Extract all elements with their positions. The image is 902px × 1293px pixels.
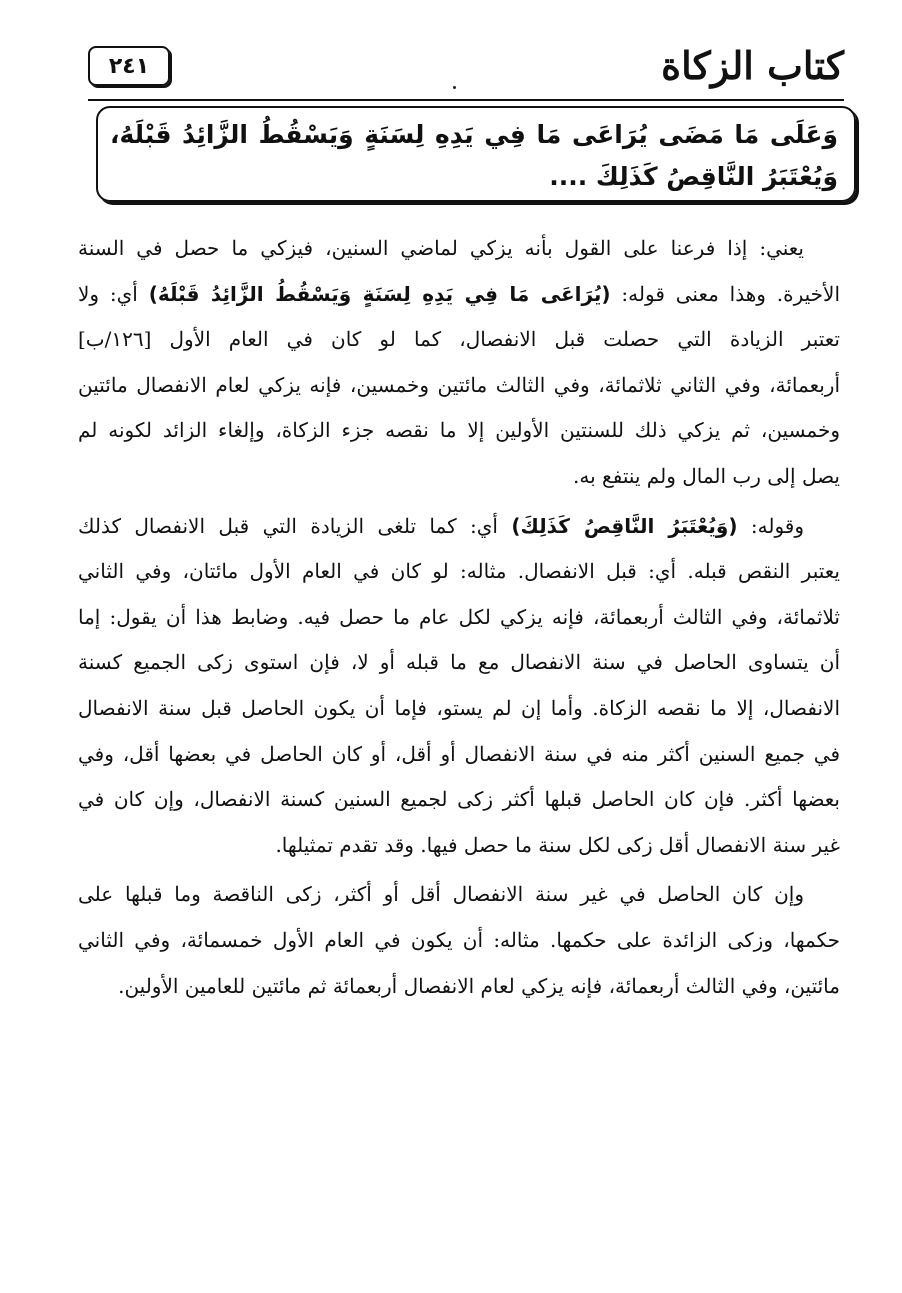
matn-line-1: وَعَلَى مَا مَضَى يُرَاعَى مَا فِي يَدِهِ لِسَنَةٍ وَيَسْقُطُ الزَّائِدُ قَبْلَهُ، — [110, 120, 838, 149]
text-line: مائتين، وفي الثالث أربعمائة، فإنه يزكي لعام الانفصال أربعمائة ثم مائتين للعامين الأولين. — [118, 973, 840, 998]
text-line: يعتبر النقص قبله. أي: قبل الانفصال. مثاله: لو كان في العام الأول مائتان، وفي الثاني — [78, 559, 840, 584]
text-line: ثلاثمائة، وفي الثالث أربعمائة، فإنه يزكي لكل عام ما حصل فيه. وضابط هذا أن يقول: إما — [78, 604, 840, 629]
book-title: كتاب الزكاة — [661, 43, 844, 88]
commentary-body — [78, 226, 840, 1009]
matn-box — [96, 106, 856, 202]
matn-quote: (وَيُعْتَبَرُ النَّاقِصُ كَذَلِكَ) — [511, 513, 738, 538]
text-line: وإن كان الحاصل في غير سنة الانفصال أقل أو أكثر، زكى الناقصة وما قبلها على — [78, 882, 804, 907]
text-line: حكمها، وزكى الزائدة على حكمها. مثاله: أن يكون في العام الأول خمسمائة، وفي الثاني — [78, 927, 840, 952]
text-line: تعتبر الزيادة التي حصلت قبل الانفصال، كما لو كان في العام الأول [١٢٦/ب] — [78, 327, 840, 352]
text-line: يعني: إذا فرعنا على القول بأنه يزكي لماضي السنين، فيزكي ما حصل في السنة — [78, 236, 804, 260]
page-number: ٢٤١ — [108, 53, 150, 79]
text-line: يصل إلى رب المال ولم ينتفع به. — [573, 463, 840, 488]
text-line: بعضها أكثر. فإن كان الحاصل قبلها أكثر زكى لجميع السنين كسنة الانفصال، وإن كان في — [78, 787, 840, 812]
text-line — [78, 504, 840, 550]
text-line: غير سنة الانفصال أقل زكى لكل سنة ما حصل فيها. وقد تقدم تمثيلها. — [275, 832, 840, 857]
stray-dot — [453, 86, 456, 89]
text-line: الانفصال، إلا ما نقصه الزكاة. وأما إن لم يستو، فإما أن يكون الحاصل قبل سنة الانفصال — [78, 695, 840, 720]
page-header — [88, 40, 844, 95]
text-span: أي: كما تلغى الزيادة التي قبل الانفصال كذلك — [78, 513, 512, 538]
text-line: في جميع السنين أكثر منه في سنة الانفصال أو أقل، أو كان الحاصل في بعضها أقل، وفي — [78, 741, 840, 766]
matn-line-2: وَيُعْتَبَرُ النَّاقِصُ كَذَلِكَ .... — [549, 162, 838, 191]
page-number-box — [88, 46, 170, 86]
text-line: وخمسين، ثم يزكي ذلك للسنتين الأولين إلا ما نقصه جزء الزكاة، وإلغاء الزائد لكونه لم — [78, 418, 840, 443]
header-rule — [88, 99, 844, 101]
text-line: أن يتساوى الحاصل في سنة الانفصال مع ما قبله أو لا، فإن استوى زكى الجميع كسنة — [78, 650, 840, 675]
matn-quote: (يُرَاعَى مَا فِي يَدِهِ لِسَنَةٍ وَيَسْقُطُ الزَّائِدُ قَبْلَهُ) — [148, 281, 611, 306]
text-span: وقوله: — [737, 513, 805, 538]
text-line: أربعمائة، وفي الثاني ثلاثمائة، وفي الثالث مائتين وخمسين، فإنه يزكي لعام الانفصال مائتين — [78, 372, 840, 397]
text-span: الأخيرة. وهذا معنى قوله: — [610, 281, 840, 306]
text-line — [78, 272, 840, 318]
text-span: أي: ولا — [78, 281, 149, 306]
